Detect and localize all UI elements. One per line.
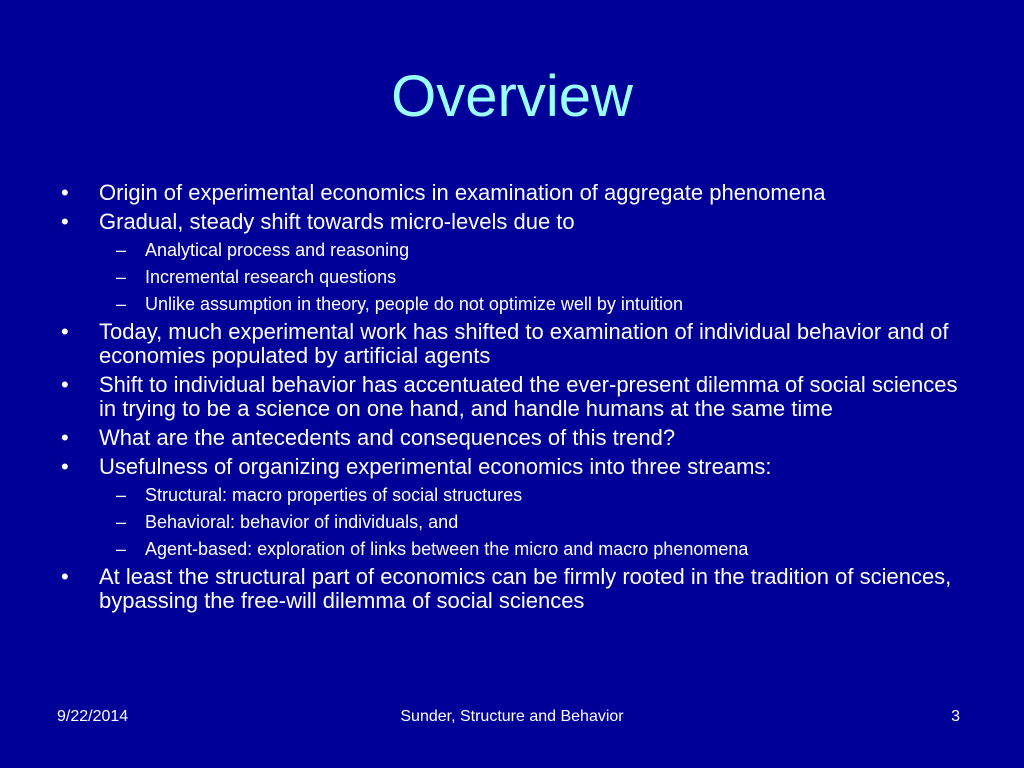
bullet-text: At least the structural part of economics can be firmly rooted in the tradition of sciences, bypassing the free-will dilemma of social sciences: [99, 564, 952, 613]
footer-title: Sunder, Structure and Behavior: [400, 708, 624, 725]
bullet-text: Shift to individual behavior has accentuated the ever-present dilemma of social sciences in trying to be a science on one hand, and handle humans at the same time: [99, 372, 958, 421]
bullet-item: [56, 455, 976, 479]
sub-bullet-item: [56, 511, 976, 533]
bullet-marker: •: [61, 425, 69, 450]
bullet-item: [56, 210, 976, 234]
bullet-text: What are the antecedents and consequences of this trend?: [99, 425, 676, 450]
sub-bullet-item: [56, 293, 976, 315]
bullet-marker: •: [61, 319, 69, 344]
bullet-item: [56, 426, 976, 450]
sub-bullet-item: [56, 239, 976, 261]
dash-marker: –: [116, 485, 127, 505]
bullet-text: Gradual, steady shift towards micro-levels due to: [99, 209, 575, 234]
bullet-marker: •: [61, 180, 69, 205]
bullet-item: [56, 181, 976, 205]
slide-body: [56, 181, 976, 618]
slide-title: Overview: [391, 64, 633, 129]
sub-bullet-text: Structural: macro properties of social structures: [145, 485, 523, 505]
sub-bullet-text: Unlike assumption in theory, people do not optimize well by intuition: [145, 294, 683, 314]
sub-bullet-item: [56, 266, 976, 288]
dash-marker: –: [116, 539, 127, 559]
bullet-text: Today, much experimental work has shifted to examination of individual behavior and of economies populated by artificial agents: [99, 319, 949, 368]
sub-bullet-item: [56, 538, 976, 560]
bullet-item: [56, 565, 976, 613]
footer-date: 9/22/2014: [57, 708, 129, 725]
bullet-marker: •: [61, 372, 69, 397]
dash-marker: –: [116, 267, 127, 287]
sub-bullet-text: Agent-based: exploration of links between the micro and macro phenomena: [145, 539, 749, 559]
dash-marker: –: [116, 294, 127, 314]
bullet-marker: •: [61, 454, 69, 479]
sub-bullet-text: Incremental research questions: [145, 267, 397, 287]
sub-bullet-item: [56, 484, 976, 506]
dash-marker: –: [116, 240, 127, 260]
bullet-text: Usefulness of organizing experimental economics into three streams:: [99, 454, 772, 479]
sub-bullet-text: Analytical process and reasoning: [145, 240, 410, 260]
bullet-item: [56, 373, 976, 421]
sub-bullet-text: Behavioral: behavior of individuals, and: [145, 512, 459, 532]
dash-marker: –: [116, 512, 127, 532]
page-number: 3: [951, 708, 960, 725]
bullet-marker: •: [61, 209, 69, 234]
bullet-item: [56, 320, 976, 368]
bullet-marker: •: [61, 564, 69, 589]
bullet-text: Origin of experimental economics in examination of aggregate phenomena: [99, 180, 826, 205]
